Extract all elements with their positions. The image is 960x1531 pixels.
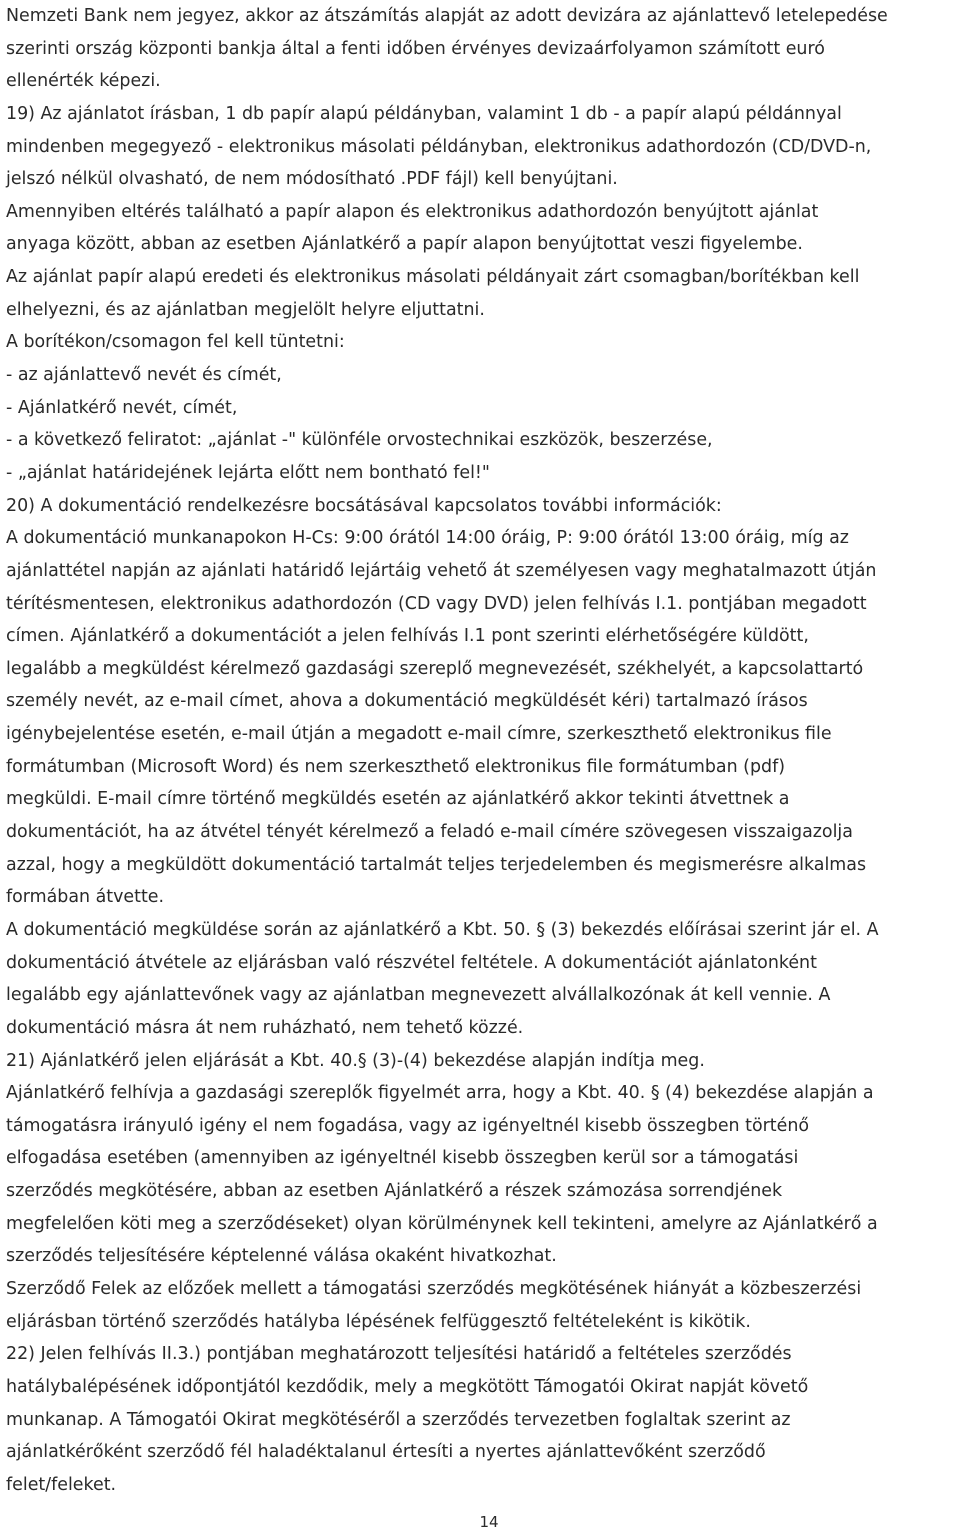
text-line: - Ajánlatkérő nevét, címét, — [6, 397, 238, 418]
text-line: dokumentáció másra át nem ruházható, nem tehető közzé. — [6, 1017, 524, 1038]
text-line: formában átvette. — [6, 887, 165, 908]
text-line: támogatásra irányuló igény el nem fogadása, vagy az igényeltnél kisebb összegben történő — [6, 1115, 810, 1136]
text-line: 21) Ajánlatkérő jelen eljárását a Kbt. 40.§ (3)-(4) bekezdése alapján indítja meg. — [6, 1050, 705, 1071]
text-line: Amennyiben eltérés található a papír alapon és elektronikus adathordozón benyújtott ajánlat — [6, 201, 819, 222]
text-line: legalább a megküldést kérelmező gazdasági szereplő megnevezését, székhelyét, a kapcsolattartó — [6, 658, 864, 679]
text-line: címen. Ajánlatkérő a dokumentációt a jelen felhívás I.1 pont szerinti elérhetőségére küldött, — [6, 626, 809, 647]
text-line: azzal, hogy a megküldött dokumentáció tartalmát teljes terjedelemben és megismerésre alkalmas — [6, 854, 867, 875]
text-line: személy nevét, az e-mail címet, ahova a dokumentáció megküldését kéri) tartalmazó írásos — [6, 691, 808, 712]
text-line: - „ajánlat határidejének lejárta előtt nem bontható fel!" — [6, 462, 490, 483]
text-line: felet/feleket. — [6, 1474, 117, 1495]
text-line: Az ajánlat papír alapú eredeti és elektronikus másolati példányait zárt csomagban/borítékban kell — [6, 267, 860, 288]
text-line: elfogadása esetében (amennyiben az igényeltnél kisebb összegben kerül sor a támogatási — [6, 1148, 799, 1169]
text-line: Nemzeti Bank nem jegyez, akkor az átszámítás alapját az adott devizára az ajánlattevő letelepedése — [6, 6, 888, 26]
text-line: A borítékon/csomagon fel kell tüntetni: — [6, 332, 345, 353]
text-line: anyaga között, abban az esetben Ajánlatkérő a papír alapon benyújtottat veszi figyelembe. — [6, 234, 803, 255]
text-line: munkanap. A Támogatói Okirat megkötéséről a szerződés tervezetben foglaltak szerint az — [6, 1409, 791, 1430]
text-line: legalább egy ajánlattevőnek vagy az ajánlatban megnevezett alvállalkozónak át kell vennie. A — [6, 985, 831, 1006]
text-line: mindenben megegyező - elektronikus másolati példányban, elektronikus adathordozón (CD/DVD-n, — [6, 136, 872, 157]
text-line: igénybejelentése esetén, e-mail útján a megadott e-mail címre, szerkeszthető elektronikus file — [6, 724, 832, 745]
text-line: 19) Az ajánlatot írásban, 1 db papír alapú példányban, valamint 1 db - a papír alapú példánnyal — [6, 103, 842, 124]
text-line: 20) A dokumentáció rendelkezésre bocsátásával kapcsolatos további információk: — [6, 495, 722, 516]
text-line: ellenérték képezi. — [6, 71, 161, 92]
text-line: megfelelően köti meg a szerződéseket) olyan körülménynek kell tekinteni, amelyre az Ajánlatkérő a — [6, 1213, 878, 1234]
text-line: szerződés megkötésére, abban az esetben Ajánlatkérő a részek számozása sorrendjének — [6, 1181, 783, 1202]
page-number: 14 — [479, 1513, 499, 1531]
text-line: - a következő feliratot: „ajánlat -" különféle orvostechnikai eszközök, beszerzése, — [6, 430, 713, 451]
text-line: Szerződő Felek az előzőek mellett a támogatási szerződés megkötésének hiányát a közbeszerzési — [6, 1278, 862, 1299]
text-line: A dokumentáció megküldése során az ajánlatkérő a Kbt. 50. § (3) bekezdés előírásai szerint jár el. A — [6, 919, 879, 940]
text-line: Ajánlatkérő felhívja a gazdasági szereplők figyelmét arra, hogy a Kbt. 40. § (4) bekezdése alapján a — [6, 1083, 874, 1104]
text-line: eljárásban történő szerződés hatályba lépésének felfüggesztő feltételeként is kikötik. — [6, 1311, 751, 1332]
text-line: ajánlattétel napján az ajánlati határidő lejártáig vehető át személyesen vagy meghatalmazott útján — [6, 560, 877, 581]
text-line: A dokumentáció munkanapokon H-Cs: 9:00 órától 14:00 óráig, P: 9:00 órától 13:00 óráig, míg az — [6, 528, 849, 549]
document-body — [6, 0, 958, 1501]
text-line: - az ajánlattevő nevét és címét, — [6, 365, 282, 386]
text-line: 22) Jelen felhívás II.3.) pontjában meghatározott teljesítési határidő a feltételes szerződés — [6, 1344, 792, 1365]
text-line: szerinti ország központi bankja által a fenti időben érvényes devizaárfolyamon számított euró — [6, 38, 825, 59]
text-line: szerződés teljesítésére képtelenné válása okaként hivatkozhat. — [6, 1246, 557, 1267]
text-line: hatálybalépésének időpontjától kezdődik, mely a megkötött Támogatói Okirat napját követő — [6, 1376, 809, 1397]
text-line: elhelyezni, és az ajánlatban megjelölt helyre eljuttatni. — [6, 299, 485, 320]
text-line: megküldi. E-mail címre történő megküldés esetén az ajánlatkérő akkor tekinti átvettnek a — [6, 789, 790, 810]
text-line: formátumban (Microsoft Word) és nem szerkeszthető elektronikus file formátumban (pdf) — [6, 756, 786, 777]
text-line: ajánlatkérőként szerződő fél haladéktalanul értesíti a nyertes ajánlattevőként szerződő — [6, 1442, 766, 1463]
text-line: jelszó nélkül olvasható, de nem módosítható .PDF fájl) kell benyújtani. — [6, 169, 618, 190]
text-line: dokumentáció átvétele az eljárásban való részvétel feltétele. A dokumentációt ajánlatonként — [6, 952, 817, 973]
text-line: dokumentációt, ha az átvétel tényét kérelmező a feladó e-mail címére szövegesen visszaigazolja — [6, 822, 853, 843]
text-line: térítésmentesen, elektronikus adathordozón (CD vagy DVD) jelen felhívás I.1. pontjában megadott — [6, 593, 867, 614]
